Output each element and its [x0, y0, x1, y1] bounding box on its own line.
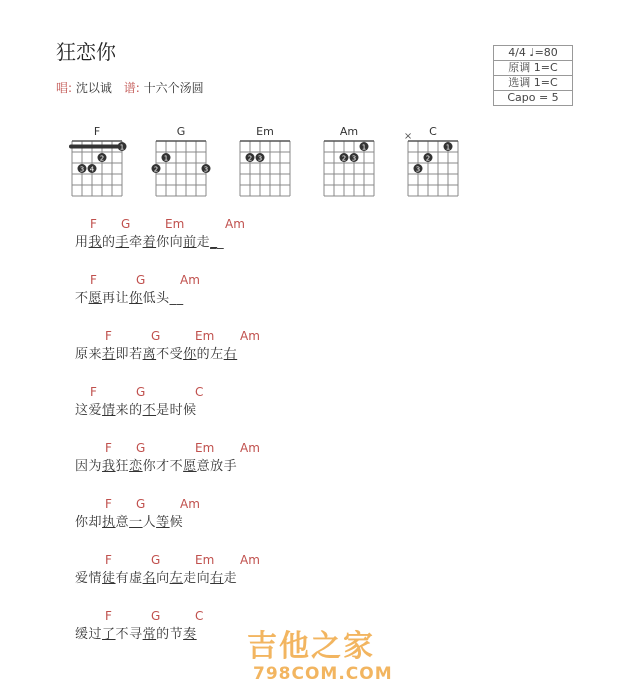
selected-key: 选调 1=C	[494, 76, 573, 91]
chord-name: C	[429, 125, 437, 138]
lyric-text: 这爱情来的不是时候	[75, 403, 197, 418]
singer-name: 沈以诚	[75, 81, 112, 95]
finger-number: 1	[445, 143, 451, 152]
chord-label: G	[136, 441, 146, 455]
chord-label: Am	[225, 217, 245, 231]
finger-number: 1	[163, 154, 169, 163]
chord-name: Em	[256, 125, 274, 138]
lyric-text: 不愿再让你低头__	[75, 291, 184, 306]
chord-label: G	[151, 329, 161, 343]
chord-label: Em	[165, 217, 185, 231]
chord-label: Em	[195, 329, 215, 343]
chord-diagram-c	[403, 124, 470, 204]
finger-number: 3	[257, 154, 263, 163]
chord-diagram-svg	[322, 124, 386, 204]
chord-diagram-am	[322, 124, 386, 204]
chord-label: Am	[180, 497, 200, 511]
finger-number: 4	[89, 165, 95, 174]
chord-diagram-svg	[238, 124, 302, 204]
chord-label: G	[136, 273, 146, 287]
chord-diagram-f	[70, 124, 134, 204]
finger-number: 3	[351, 154, 357, 163]
chord-label: Am	[240, 329, 260, 343]
chord-label: Em	[195, 441, 215, 455]
chord-diagram-em	[238, 124, 302, 204]
finger-number: 3	[203, 165, 209, 174]
watermark-logo-text: 吉他之家	[247, 629, 375, 664]
finger-number: 3	[79, 165, 85, 174]
finger-number: 2	[425, 154, 431, 163]
lyric-text: 原来若即若离不受你的左右	[75, 347, 238, 362]
chord-label: F	[90, 273, 97, 287]
chord-label: F	[105, 497, 112, 511]
lyric-text: 爱情徒有虚名向左走向右走	[75, 571, 238, 586]
finger-number: 2	[247, 154, 253, 163]
time-tempo: 4/4 ♩=80	[494, 46, 573, 61]
chord-name: Am	[339, 125, 359, 138]
arranger-name: 十六个汤圆	[143, 81, 204, 95]
chord-label: G	[136, 385, 146, 399]
key-info-box	[493, 45, 573, 106]
chord-label: G	[136, 497, 146, 511]
chord-diagram-svg	[154, 124, 218, 204]
chord-label: Am	[240, 441, 260, 455]
lyric-text: 缓过了不寻常的节奏	[75, 627, 197, 642]
chord-label: F	[105, 609, 112, 623]
chord-name: F	[93, 125, 101, 138]
chord-diagram-svg	[403, 124, 470, 204]
finger-number: 1	[119, 143, 125, 152]
chord-label: F	[90, 217, 97, 231]
watermark-url: 798COM.COM	[253, 664, 393, 684]
song-title: 狂恋你	[56, 40, 116, 64]
singer-label: 唱:	[56, 81, 73, 95]
chord-label: Am	[240, 553, 260, 567]
chord-label: Em	[195, 553, 215, 567]
chord-label: F	[105, 329, 112, 343]
chord-label: F	[105, 441, 112, 455]
chord-label: C	[195, 609, 204, 623]
capo-setting: Capo = 5	[494, 91, 573, 106]
barre-bar	[69, 145, 125, 149]
finger-number: 1	[361, 143, 367, 152]
chord-label: G	[151, 609, 161, 623]
finger-number: 2	[99, 154, 105, 163]
song-meta	[56, 79, 212, 96]
finger-number: 2	[153, 165, 159, 174]
finger-number: 3	[415, 165, 421, 174]
chord-label: Am	[180, 273, 200, 287]
chord-name: G	[176, 125, 186, 138]
lyric-text: 用我的手牵着你向前走__	[75, 235, 225, 250]
chord-label: G	[121, 217, 131, 231]
chord-label: C	[195, 385, 204, 399]
arranger-label: 谱:	[123, 81, 140, 95]
chord-label: F	[105, 553, 112, 567]
original-key: 原调 1=C	[494, 61, 573, 76]
lyric-text: 因为我狂恋你才不愿意放手	[75, 459, 238, 474]
chord-label: F	[90, 385, 97, 399]
chord-label: G	[151, 553, 161, 567]
muted-string-mark: ×	[403, 131, 413, 142]
chord-diagram-g	[154, 124, 218, 204]
finger-number: 2	[341, 154, 347, 163]
chord-diagram-svg	[70, 124, 134, 204]
lyric-text: 你却执意一人等候	[75, 515, 184, 530]
